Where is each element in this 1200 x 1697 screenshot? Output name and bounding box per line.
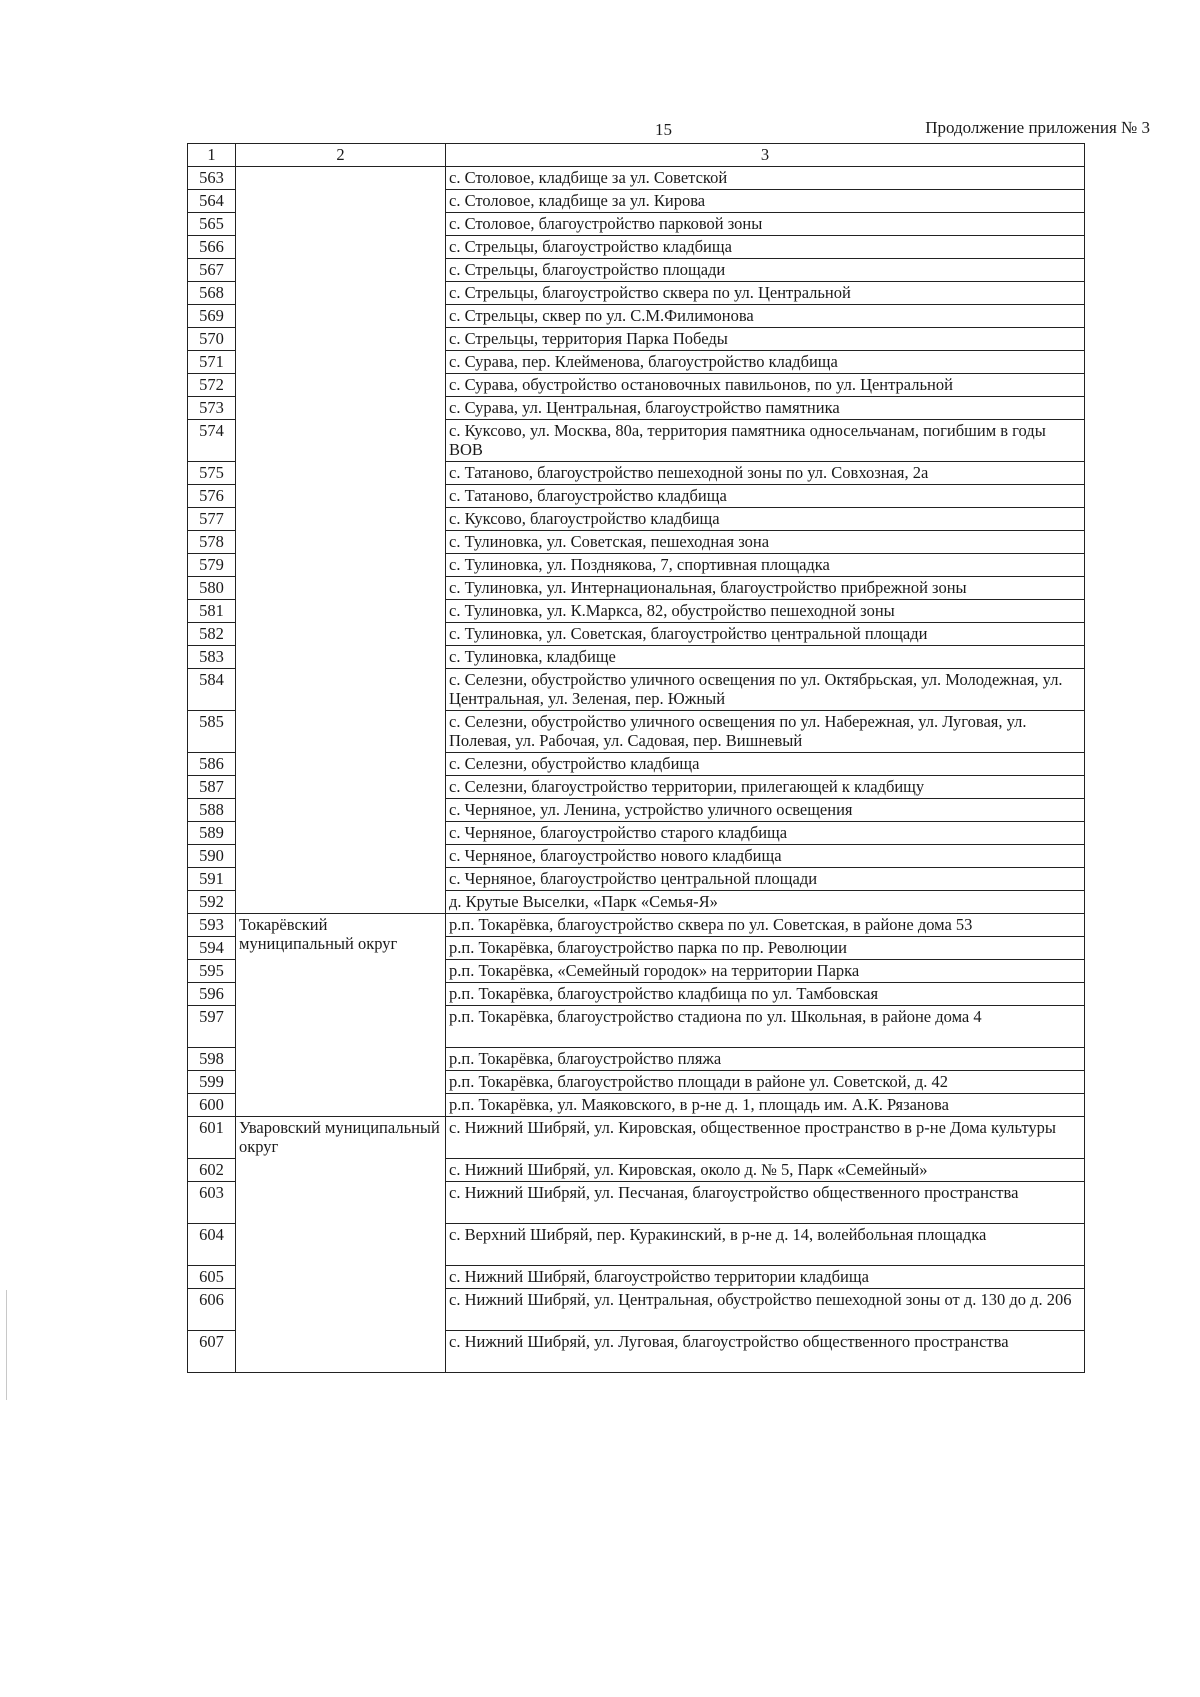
row-number: 607: [188, 1331, 236, 1373]
row-number: 589: [188, 822, 236, 845]
location-cell: р.п. Токарёвка, благоустройство сквера по ул. Советская, в районе дома 53: [446, 914, 1085, 937]
table-row: [188, 167, 1085, 190]
location-cell: р.п. Токарёвка, «Семейный городок» на территории Парка: [446, 960, 1085, 983]
location-cell: с. Стрельцы, благоустройство сквера по ул. Центральной: [446, 282, 1085, 305]
table-body: [188, 167, 1085, 1373]
location-cell: с. Сурава, пер. Клейменова, благоустройство кладбища: [446, 351, 1085, 374]
row-number: 569: [188, 305, 236, 328]
location-cell: с. Татаново, благоустройство кладбища: [446, 485, 1085, 508]
location-cell: с. Тулиновка, ул. Интернациональная, благоустройство прибрежной зоны: [446, 577, 1085, 600]
location-cell: р.п. Токарёвка, благоустройство площади в районе ул. Советской, д. 42: [446, 1071, 1085, 1094]
column-header: 1: [188, 144, 236, 167]
location-cell: с. Нижний Шибряй, ул. Кировская, общественное пространство в р-не Дома культуры: [446, 1117, 1085, 1159]
row-number: 596: [188, 983, 236, 1006]
location-cell: с. Куксово, благоустройство кладбища: [446, 508, 1085, 531]
row-number: 606: [188, 1289, 236, 1331]
continuation-caption: Продолжение приложения № 3: [925, 118, 1150, 137]
row-number: 580: [188, 577, 236, 600]
row-number: 582: [188, 623, 236, 646]
location-cell: р.п. Токарёвка, ул. Маяковского, в р-не д. 1, площадь им. А.К. Рязанова: [446, 1094, 1085, 1117]
row-number: 572: [188, 374, 236, 397]
row-number: 604: [188, 1224, 236, 1266]
location-cell: с. Тулиновка, ул. Советская, пешеходная зона: [446, 531, 1085, 554]
location-cell: с. Стрельцы, благоустройство площади: [446, 259, 1085, 282]
location-cell: с. Тулиновка, ул. К.Маркса, 82, обустройство пешеходной зоны: [446, 600, 1085, 623]
column-header: 2: [236, 144, 446, 167]
row-number: 585: [188, 711, 236, 753]
location-cell: д. Крутые Выселки, «Парк «Семья-Я»: [446, 891, 1085, 914]
row-number: 575: [188, 462, 236, 485]
row-number: 592: [188, 891, 236, 914]
row-number: 583: [188, 646, 236, 669]
row-number: 566: [188, 236, 236, 259]
row-number: 576: [188, 485, 236, 508]
location-cell: с. Селезни, обустройство уличного освещения по ул. Октябрьская, ул. Молодежная, ул. Центральная, ул. Зеленая, пер. Южный: [446, 669, 1085, 711]
location-cell: р.п. Токарёвка, благоустройство стадиона по ул. Школьная, в районе дома 4: [446, 1006, 1085, 1048]
location-cell: с. Сурава, обустройство остановочных павильонов, по ул. Центральной: [446, 374, 1085, 397]
location-cell: с. Черняное, благоустройство центральной площади: [446, 868, 1085, 891]
table-row: [188, 914, 1085, 937]
row-number: 568: [188, 282, 236, 305]
location-cell: с. Нижний Шибряй, ул. Центральная, обустройство пешеходной зоны от д. 130 до д. 206: [446, 1289, 1085, 1331]
location-cell: с. Куксово, ул. Москва, 80а, территория памятника односельчанам, погибшим в годы ВОВ: [446, 420, 1085, 462]
row-number: 593: [188, 914, 236, 937]
row-number: 564: [188, 190, 236, 213]
row-number: 591: [188, 868, 236, 891]
location-cell: с. Столовое, кладбище за ул. Кирова: [446, 190, 1085, 213]
row-number: 595: [188, 960, 236, 983]
location-cell: р.п. Токарёвка, благоустройство пляжа: [446, 1048, 1085, 1071]
row-number: 605: [188, 1266, 236, 1289]
location-cell: с. Черняное, ул. Ленина, устройство уличного освещения: [446, 799, 1085, 822]
row-number: 603: [188, 1182, 236, 1224]
row-number: 597: [188, 1006, 236, 1048]
location-cell: с. Нижний Шибряй, благоустройство территории кладбища: [446, 1266, 1085, 1289]
location-cell: с. Сурава, ул. Центральная, благоустройство памятника: [446, 397, 1085, 420]
location-cell: с. Стрельцы, территория Парка Победы: [446, 328, 1085, 351]
row-number: 578: [188, 531, 236, 554]
row-number: 577: [188, 508, 236, 531]
location-cell: с. Стрельцы, сквер по ул. С.М.Филимонова: [446, 305, 1085, 328]
location-cell: с. Столовое, благоустройство парковой зоны: [446, 213, 1085, 236]
row-number: 563: [188, 167, 236, 190]
location-cell: с. Тулиновка, ул. Позднякова, 7, спортивная площадка: [446, 554, 1085, 577]
registry-table: [187, 143, 1085, 1373]
location-cell: с. Нижний Шибряй, ул. Луговая, благоустройство общественного пространства: [446, 1331, 1085, 1373]
row-number: 570: [188, 328, 236, 351]
location-cell: с. Стрельцы, благоустройство кладбища: [446, 236, 1085, 259]
location-cell: с. Селезни, обустройство кладбища: [446, 753, 1085, 776]
row-number: 600: [188, 1094, 236, 1117]
page-number: 15: [655, 120, 672, 139]
location-cell: р.п. Токарёвка, благоустройство парка по пр. Революции: [446, 937, 1085, 960]
table-row: [188, 1117, 1085, 1159]
location-cell: с. Нижний Шибряй, ул. Песчаная, благоустройство общественного пространства: [446, 1182, 1085, 1224]
location-cell: с. Селезни, обустройство уличного освещения по ул. Набережная, ул. Луговая, ул. Полевая, ул. Рабочая, ул. Садовая, пер. Вишневый: [446, 711, 1085, 753]
row-number: 602: [188, 1159, 236, 1182]
district-cell: Уваровский муниципальный округ: [236, 1117, 446, 1373]
location-cell: с. Тулиновка, кладбище: [446, 646, 1085, 669]
location-cell: с. Нижний Шибряй, ул. Кировская, около д. № 5, Парк «Семейный»: [446, 1159, 1085, 1182]
location-cell: с. Верхний Шибряй, пер. Куракинский, в р-не д. 14, волейбольная площадка: [446, 1224, 1085, 1266]
location-cell: с. Тулиновка, ул. Советская, благоустройство центральной площади: [446, 623, 1085, 646]
row-number: 573: [188, 397, 236, 420]
row-number: 571: [188, 351, 236, 374]
row-number: 581: [188, 600, 236, 623]
row-number: 587: [188, 776, 236, 799]
row-number: 586: [188, 753, 236, 776]
row-number: 590: [188, 845, 236, 868]
column-header: 3: [446, 144, 1085, 167]
row-number: 594: [188, 937, 236, 960]
row-number: 579: [188, 554, 236, 577]
row-number: 584: [188, 669, 236, 711]
table-header-row: [188, 144, 1085, 167]
row-number: 588: [188, 799, 236, 822]
location-cell: с. Татаново, благоустройство пешеходной зоны по ул. Совхозная, 2а: [446, 462, 1085, 485]
district-cell: [236, 167, 446, 914]
scan-edge-mark: [6, 1290, 7, 1400]
location-cell: р.п. Токарёвка, благоустройство кладбища по ул. Тамбовская: [446, 983, 1085, 1006]
row-number: 598: [188, 1048, 236, 1071]
district-cell: Токарёвский муниципальный округ: [236, 914, 446, 1117]
row-number: 565: [188, 213, 236, 236]
location-cell: с. Черняное, благоустройство нового кладбища: [446, 845, 1085, 868]
location-cell: с. Селезни, благоустройство территории, прилегающей к кладбищу: [446, 776, 1085, 799]
row-number: 567: [188, 259, 236, 282]
row-number: 574: [188, 420, 236, 462]
location-cell: с. Черняное, благоустройство старого кладбища: [446, 822, 1085, 845]
row-number: 601: [188, 1117, 236, 1159]
row-number: 599: [188, 1071, 236, 1094]
location-cell: с. Столовое, кладбище за ул. Советской: [446, 167, 1085, 190]
